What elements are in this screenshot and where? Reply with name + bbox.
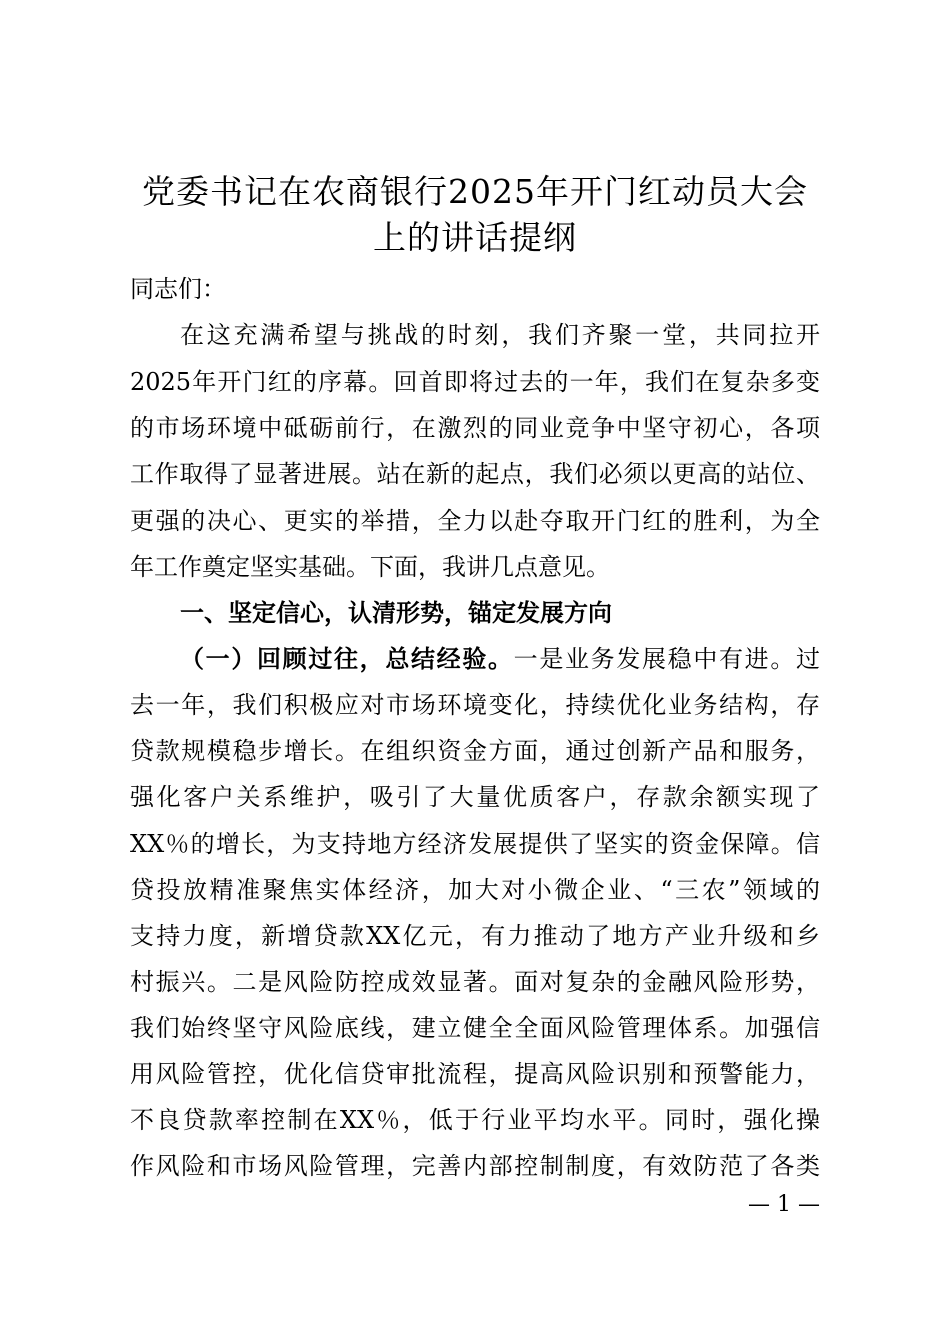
intro-line: 工作取得了显著进展。站在新的起点，我们必须以更高的站位、 [130,460,820,488]
body-line: 作风险和市场风险管理，完善内部控制制度，有效防范了各类 [130,1152,820,1180]
body-line: 贷投放精准聚焦实体经济，加大对小微企业、“三农”领域的 [130,876,820,904]
intro-line: 在这充满希望与挑战的时刻，我们齐聚一堂，共同拉开 [180,321,820,349]
body-line: 用风险管控，优化信贷审批流程，提高风险识别和预警能力， [130,1060,820,1088]
intro-line: 更强的决心、更实的举措，全力以赴夺取开门红的胜利，为全 [130,507,820,535]
body-line: 去一年，我们积极应对市场环境变化，持续优化业务结构，存 [130,691,820,719]
body-line: 村振兴。二是风险防控成效显著。面对复杂的金融风险形势， [130,968,820,996]
body-line: 强化客户关系维护，吸引了大量优质客户，存款余额实现了 [130,783,820,811]
intro-line: 年工作奠定坚实基础。下面，我讲几点意见。 [130,553,610,581]
body-line: XX％的增长，为支持地方经济发展提供了坚实的资金保障。信 [130,830,820,858]
intro-line: 2025年开门红的序幕。回首即将过去的一年，我们在复杂多变 [130,368,820,396]
subsection-first-line [180,644,820,674]
body-line: 支持力度，新增贷款XX亿元，有力推动了地方产业升级和乡 [130,922,820,950]
body-line: 不良贷款率控制在XX％，低于行业平均水平。同时，强化操 [130,1106,820,1134]
title-line-2: 上的讲话提纲 [373,218,577,257]
page-number: — 1 — [748,1192,820,1217]
body-line: 贷款规模稳步增长。在组织资金方面，通过创新产品和服务， [130,737,820,765]
body-line: 我们始终坚守风险底线，建立健全全面风险管理体系。加强信 [130,1014,820,1042]
intro-line: 的市场环境中砥砺前行，在激烈的同业竞争中坚守初心，各项 [130,414,820,442]
section-heading: 一、坚定信心，认清形势，锚定发展方向 [180,599,612,627]
subsection-first-text: 一是业务发展稳中有进。过 [513,645,821,673]
salutation: 同志们： [130,275,226,303]
title-line-1: 党委书记在农商银行2025年开门红动员大会 [142,172,808,211]
subsection-lead: （一）回顾过往，总结经验。 [180,645,514,673]
